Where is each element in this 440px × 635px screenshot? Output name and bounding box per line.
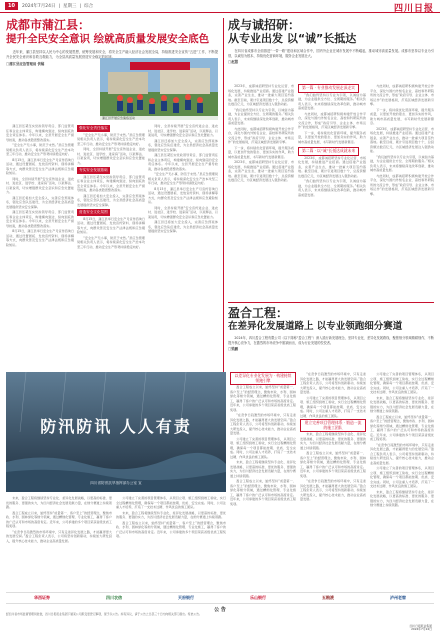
right-divider	[228, 302, 434, 303]
right-bottom-section-1: 以差异化专业化发展为 · 构建持续领跑引擎	[230, 372, 296, 385]
left-story-photo	[100, 58, 218, 120]
left-body-1: 蒲江县压紧压实党政领导责任、部门监管责任和企业主体责任，构建横向到边、纵向到底的安全责任体系。今年以来，全县开展安全生产督导检查，推动各类隐患整改落实。	[6, 124, 74, 142]
left-col-2: 强化安全责任落实 “安全生产无小事，防范于未然。”县应急管理局相关负责人表示，将持续深化安全生产治本攻坚三年行动，推动安全生产形势持续稳定向好。 同时，全县持续开展“安全宣传进企业、进农村、进社区、进学校、进家庭”活动，以案释法、以案说责，切实增强群众安全意识和应急处置能力。 夯实安全发展基础 蒲江县压紧压实党政领导责任、部门监管责任和企业主体责任，构建横向到边、纵向到底的安全责任体系。今年以来，全县开展安全生产督导检查，推动各类隐患整改落实。 蒲江县还将加大安全投入，完善应急预案体系，强化应急队伍建设，为全县经济社会高质量发展提供坚实安全保障。 营造安全文化氛围 8月15日，蒲江县举行安全生产月宣传咨询日活动，通过设置展板、发放宣传资料、现场讲解等方式，向群众普及安全生产法律法规和应急避险知识。 “安全生产无小事，防范于未然。”县应急管理局相关负责人表示，将持续深化安全生产治本攻坚三年行动，推动安全生产形势持续稳定向好。	[77, 126, 145, 249]
left-bottom-col-2: 公司建立了完善的项目管理体系，从项目立项、施工组织到竣工验收，实行全过程精细化管理，确保每一个项目都能按期、优质、安全完成。同时，公司注重人才培养，打造了一支技术过硬、作风优良的施工团队。 未来，盈合工程将继续坚持专业化、差异化发展战略，以更高的标准、更优的服务、更强的实力，为四川经济社会发展贡献力量，在细分赛道上持续领跑。 盈合工程成立以来，始终坚持“质量第一、客户至上”的经营理念，聚焦市政、水利、园林绿化等细分领域，通过精细化管理、专业化施工，赢得了客户的广泛认可和市场的高度肯定。近年来，公司承建的多个项目荣获省级优质工程奖项。	[116, 496, 226, 538]
issue-weekday: 星期三	[63, 4, 77, 9]
left-section-2: 夯实安全发展基础	[79, 168, 108, 172]
right-bottom-col-1: 以差异化专业化发展为 · 构建持续领跑引擎 盈合工程成立以来，始终坚持“质量第一、客户至上”的经营理念，聚焦市政、水利、园林绿化等细分领域，通过精细化管理、专业化施工，赢得了客户的广泛认可和市场的高度肯定。近年来，公司承建的多个项目荣获省级优质工程奖项。 “在竞争日趋激烈的市场环境中，只有走差异化发展之路，才能赢得更大的发展空间。”盈合工程负责人表示，公司将坚持创新驱动，持续加大研发投入，提升核心技术能力，推动企业高质量发展。 公司建立了完善的项目管理体系，从项目立项、施工组织到竣工验收，实行全过程精细化管理，确保每一个项目都能按期、优质、安全完成。同时，公司注重人才培养，打造了一支技术过硬、作风优良的施工团队。 未来，盈合工程将继续坚持专业化、差异化发展战略，以更高的标准、更优的服务、更强的实力，为四川经济社会发展贡献力量，在细分赛道上持续领跑。 盈合工程成立以来，始终坚持“质量第一、客户至上”的经营理念，聚焦市政、水利、园林绿化等细分领域，通过精细化管理、专业化施工，赢得了客户的广泛认可和市场的高度肯定。近年来，公司承建的多个项目荣获省级优质工程奖项。	[230, 373, 296, 506]
right-mid-title-1: 盈合工程：	[228, 306, 289, 320]
left-col-3: 同时，全县持续开展“安全宣传进企业、进农村、进社区、进学校、进家庭”活动，以案释法、以案说责，切实增强群众安全意识和应急处置能力。 蒲江县还将加大安全投入，完善应急预案体系，强化应急队伍建设，为全县经济社会高质量发展提供坚实安全保障。 蒲江县压紧压实党政领导责任、部门监管责任和企业主体责任，构建横向到边、纵向到底的安全责任体系。今年以来，全县开展安全生产督导检查，推动各类隐患整改落实。 “安全生产无小事，防范于未然。”县应急管理局相关负责人表示，将持续深化安全生产治本攻坚三年行动，推动安全生产形势持续稳定向好。 8月15日，蒲江县举行安全生产月宣传咨询日活动，通过设置展板、发放宣传资料、现场讲解等方式，向群众普及安全生产法律法规和应急避险知识。 同时，全县持续开展“安全宣传进企业、进农村、进社区、进学校、进家庭”活动，以案释法、以案说责，切实增强群众安全意识和应急处置能力。 蒲江县还将加大安全投入，完善应急预案体系，强化应急队伍建设，为全县经济社会高质量发展提供坚实安全保障。	[148, 124, 218, 233]
right-top-section-1: 第一篇 · 专业推动发展走深走实	[298, 84, 359, 93]
left-body-3: 8月15日，蒲江县举行安全生产月宣传咨询日活动，通过设置展板、发放宣传资料、现场讲解等方式，向群众普及安全生产法律法规和应急避险知识。	[6, 157, 74, 175]
right-top-col-2: 第一篇 · 专业推动发展走深走实 “我们始终坚持以专业为引领，以诚信为基础，为企业提供全方位、全周期的服务。”相关负责人表示，未来将继续深化改革创新，推动城市高质量发展。 与此同时，成都诚招研积极构建开放合作平台，深化与国内外知名企业、高校和科研院所的交流合作，形成“政府引导、企业主体、市场运作”的发展格局，打造区域经济发展新引擎。 下一步，将持续优化营商环境，提升服务质量，以更加开放的姿态、更加务实的作风，助力城市高质量发展，书写新时代发展新篇章。 第二篇 · 以“诚”长抵达成就未来 2023年，成都诚招研坚持专业化运营、市场化发展，持续推进产业招商。通过搭建产业链条，完善产业生态，推动一批重大项目签约落地。截至目前，累计引进项目数十个，总投资额达数百亿元，为区域经济发展注入强劲动能。 “我们始终坚持以专业为引领，以诚信为基础，为企业提供全方位、全周期的服务。”相关负责人表示，未来将继续深化改革创新，推动城市高质量发展。	[298, 85, 366, 197]
ad-label-1: 华西证券	[34, 595, 50, 600]
flood-banner	[6, 372, 226, 492]
ad-label-5: 五粮液	[322, 595, 334, 600]
left-story-lead-top: 近年来，蒲江县坚持以人民为中心的发展思想，统筹发展和安全，将安全生产融入经济社会发展全局，持续推进安全宣传“五进”工作，不断提升全民安全意识和自救互救能力，为全县高质量发展营造安全稳定的环境。	[6, 50, 218, 59]
notice	[6, 606, 434, 633]
ad-label-3: 天府银行	[178, 595, 194, 600]
left-body-4: 同时，全县持续开展“安全宣传进企业、进农村、进社区、进学校、进家庭”活动，以案释法、以案说责，切实增强群众安全意识和应急处置能力。	[6, 176, 74, 194]
left-bottom-col-1: 未来，盈合工程将继续坚持专业化、差异化发展战略，以更高的标准、更优的服务、更强的实力，为四川经济社会发展贡献力量，在细分赛道上持续领跑。 盈合工程成立以来，始终坚持“质量第一、客户至上”的经营理念，聚焦市政、水利、园林绿化等细分领域，通过精细化管理、专业化施工，赢得了客户的广泛认可和市场的高度肯定。近年来，公司承建的多个项目荣获省级优质工程奖项。 “在竞争日趋激烈的市场环境中，只有走差异化发展之路，才能赢得更大的发展空间。”盈合工程负责人表示，公司将坚持创新驱动，持续加大研发投入，提升核心技术能力，推动企业高质量发展。	[6, 496, 112, 543]
left-story-title-2: 提升全民安全意识 绘就高质量发展安全底色	[6, 33, 210, 45]
left-body-2: “安全生产无小事，防范于未然。”县应急管理局相关负责人表示，将持续深化安全生产治本攻坚三年行动，推动安全生产形势持续稳定向好。	[6, 143, 74, 156]
page-header: 10 2024年7月24日 | 星期三 | 综合	[0, 0, 440, 13]
notice-body: 经四川省市场监督管理局批准，四川日报报业集团下属某公司拟变更登记事项，现予以公告。如有异议，请于公告之日起三十日内向相关部门提出。特此公告。	[6, 612, 202, 616]
left-body-5: 蒲江县还将加大安全投入，完善应急预案体系，强化应急队伍建设，为全县经济社会高质量发展提供坚实安全保障。	[6, 195, 74, 209]
right-mid-title-2: 在差异化发展道路上 以专业领跑细分赛道	[228, 321, 403, 332]
left-story-title-1: 成都市蒲江县：	[6, 18, 91, 32]
right-top-section-2: 第二篇 · 以“诚”长抵达成就未来	[298, 147, 359, 156]
notice-sign: 四川日报报业集团 2024年7月24日	[409, 623, 432, 632]
right-top-col-3: 与此同时，成都诚招研积极构建开放合作平台，深化与国内外知名企业、高校和科研院所的交流合作，形成“政府引导、企业主体、市场运作”的发展格局，打造区域经济发展新引擎。 下一步，将持续优化营商环境，提升服务质量，以更加开放的姿态、更加务实的作风，助力城市高质量发展，书写新时代发展新篇章。 2023年，成都诚招研坚持专业化运营、市场化发展，持续推进产业招商。通过搭建产业链条，完善产业生态，推动一批重大项目签约落地。截至目前，累计引进项目数十个，总投资额达数百亿元，为区域经济发展注入强劲动能。 “我们始终坚持以专业为引领，以诚信为基础，为企业提供全方位、全周期的服务。”相关负责人表示，未来将继续深化改革创新，推动城市高质量发展。 与此同时，成都诚招研积极构建开放合作平台，深化与国内外知名企业、高校和科研院所的交流合作，形成“政府引导、企业主体、市场运作”的发展格局，打造区域经济发展新引擎。	[370, 84, 434, 196]
banner-text: 防汛防讯 人人有责	[40, 417, 192, 436]
issue-date: 2024年7月24日	[21, 4, 56, 9]
left-col-1: 蒲江县压紧压实党政领导责任、部门监管责任和企业主体责任，构建横向到边、纵向到底的安全责任体系。今年以来，全县开展安全生产督导检查，推动各类隐患整改落实。 “安全生产无小事，防范于未然。”县应急管理局相关负责人表示，将持续深化安全生产治本攻坚三年行动，推动安全生产形势持续稳定向好。 8月15日，蒲江县举行安全生产月宣传咨询日活动，通过设置展板、发放宣传资料、现场讲解等方式，向群众普及安全生产法律法规和应急避险知识。 同时，全县持续开展“安全宣传进企业、进农村、进社区、进学校、进家庭”活动，以案释法、以案说责，切实增强群众安全意识和应急处置能力。 蒲江县还将加大安全投入，完善应急预案体系，强化应急队伍建设，为全县经济社会高质量发展提供坚实安全保障。 蒲江县压紧压实党政领导责任、部门监管责任和企业主体责任，构建横向到边、纵向到底的安全责任体系。今年以来，全县开展安全生产督导检查，推动各类隐患整改落实。 8月15日，蒲江县举行安全生产月宣传咨询日活动，通过设置展板、发放宣传资料、现场讲解等方式，向群众普及安全生产法律法规和应急避险知识。	[6, 124, 74, 247]
left-story-byline: □蒲江县应急管理局 供稿	[6, 62, 45, 66]
right-bottom-col-2: “在竞争日趋激烈的市场环境中，只有走差异化发展之路，才能赢得更大的发展空间。”盈合工程负责人表示，公司将坚持创新驱动，持续加大研发投入，提升核心技术能力，推动企业高质量发展。 公司建立了完善的项目管理体系，从项目立项、施工组织到竣工验收，实行全过程精细化管理，确保每一个项目都能按期、优质、安全完成。同时，公司注重人才培养，打造了一支技术过硬、作风优良的施工团队。 建立完善项目管理体系 · 锻造一流的施工团队 未来，盈合工程将继续坚持专业化、差异化发展战略，以更高的标准、更优的服务、更强的实力，为四川经济社会发展贡献力量，在细分赛道上持续领跑。 盈合工程成立以来，始终坚持“质量第一、客户至上”的经营理念，聚焦市政、水利、园林绿化等细分领域，通过精细化管理、专业化施工，赢得了客户的广泛认可和市场的高度肯定。近年来，公司承建的多个项目荣获省级优质工程奖项。 “在竞争日趋激烈的市场环境中，只有走差异化发展之路，才能赢得更大的发展空间。”盈合工程负责人表示，公司将坚持创新驱动，持续加大研发投入，提升核心技术能力，推动企业高质量发展。	[300, 372, 366, 501]
right-bottom-col-3: 公司建立了完善的项目管理体系，从项目立项、施工组织到竣工验收，实行全过程精细化管理，确保每一个项目都能按期、优质、安全完成。同时，公司注重人才培养，打造了一支技术过硬、作风优良的施工团队。 未来，盈合工程将继续坚持专业化、差异化发展战略，以更高的标准、更优的服务、更强的实力，为四川经济社会发展贡献力量，在细分赛道上持续领跑。 盈合工程成立以来，始终坚持“质量第一、客户至上”的经营理念，聚焦市政、水利、园林绿化等细分领域，通过精细化管理、专业化施工，赢得了客户的广泛认可和市场的高度肯定。近年来，公司承建的多个项目荣获省级优质工程奖项。 “在竞争日趋激烈的市场环境中，只有走差异化发展之路，才能赢得更大的发展空间。”盈合工程负责人表示，公司将坚持创新驱动，持续加大研发投入，提升核心技术能力，推动企业高质量发展。 公司建立了完善的项目管理体系，从项目立项、施工组织到竣工验收，实行全过程精细化管理，确保每一个项目都能按期、优质、安全完成。同时，公司注重人才培养，打造了一支技术过硬、作风优良的施工团队。 未来，盈合工程将继续坚持专业化、差异化发展战略，以更高的标准、更优的服务、更强的实力，为四川经济社会发展贡献力量，在细分赛道上持续领跑。	[370, 372, 434, 507]
right-top-byline: □赵慧	[228, 60, 238, 64]
ad-label-2: 四川农信	[106, 595, 122, 600]
section-name: 综合	[84, 4, 94, 9]
ad-label-6: 泸州老窖	[390, 595, 406, 600]
right-mid-byline: □梁鹏	[228, 347, 238, 351]
banner-sub: 四川省防汛抗旱指挥部办公室 宣	[90, 481, 142, 485]
photo-caption: 蒲江县开展应急演练活动	[100, 116, 218, 120]
left-section-1: 强化安全责任落实	[79, 126, 108, 130]
column-divider	[223, 18, 224, 433]
newspaper-logo: 四川日报	[393, 4, 434, 14]
right-bottom-section-2: 建立完善项目管理体系 · 锻造一流的施工团队	[300, 419, 366, 432]
notice-title: 公 告	[214, 607, 226, 613]
right-top-title-1: 成与诚招研：	[228, 18, 301, 32]
page-number: 10	[5, 2, 18, 10]
left-section-3: 营造安全文化氛围	[79, 210, 108, 214]
right-mid-story	[228, 306, 434, 366]
ad-strip	[6, 592, 434, 604]
ad-label-4: 乐山银行	[250, 595, 266, 600]
right-top-col-1: 2023年，成都诚招研坚持专业化运营、市场化发展，持续推进产业招商。通过搭建产业链条，完善产业生态，推动一批重大项目签约落地。截至目前，累计引进项目数十个，总投资额达数百亿元，为区域经济发展注入强劲动能。 “我们始终坚持以专业为引领，以诚信为基础，为企业提供全方位、全周期的服务。”相关负责人表示，未来将继续深化改革创新，推动城市高质量发展。 与此同时，成都诚招研积极构建开放合作平台，深化与国内外知名企业、高校和科研院所的交流合作，形成“政府引导、企业主体、市场运作”的发展格局，打造区域经济发展新引擎。 下一步，将持续优化营商环境，提升服务质量，以更加开放的姿态、更加务实的作风，助力城市高质量发展，书写新时代发展新篇章。 2023年，成都诚招研坚持专业化运营、市场化发展，持续推进产业招商。通过搭建产业链条，完善产业生态，推动一批重大项目签约落地。截至目前，累计引进项目数十个，总投资额达数百亿元，为区域经济发展注入强劲动能。	[228, 84, 294, 182]
right-mid-intro: 2024年，四川盈合工程有限公司（以下简称“盈合工程”）深入践行新发展理念，坚持专业化、差异化发展路线，聚焦细分领域精耕细作，不断提升核心竞争力，在激烈的市场竞争中脱颖而出，成为行业发展的佼佼者。	[228, 336, 434, 345]
right-top-intro: 在四川省成都市全面推进“一带一路”建设和区域合作中，国内外企业在城市发展中不断崛起，推动城市高质量发展。成都市坚持以专业为引领，以诚信为根本，持续优化营商环境，服务企业发展壮大。	[228, 49, 434, 58]
right-top-title-2: 从专业出发 以“诚”长抵达	[228, 32, 357, 45]
